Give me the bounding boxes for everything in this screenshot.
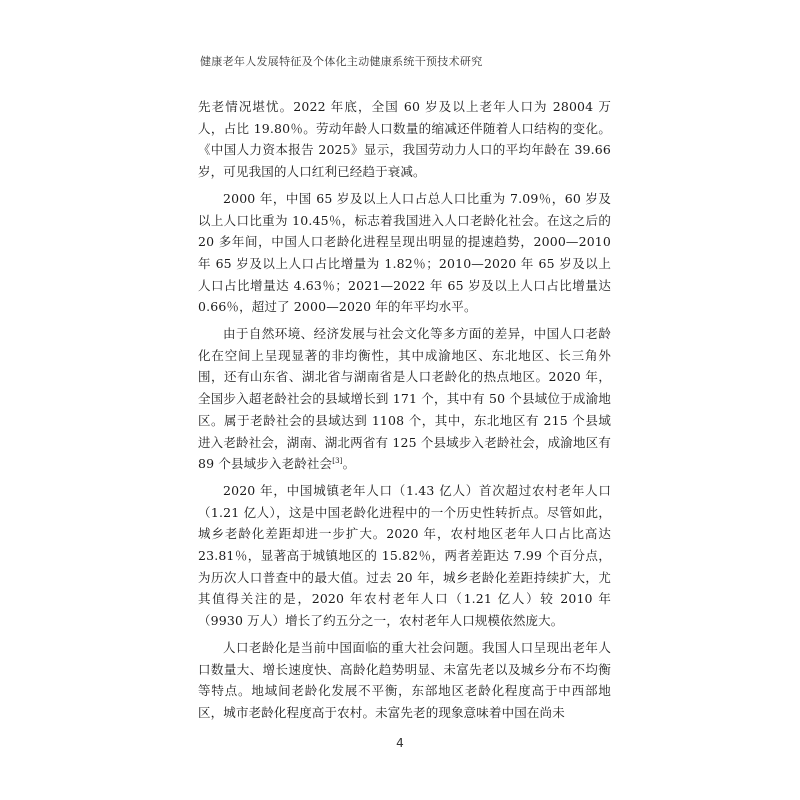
paragraph-3-tail: 。 xyxy=(342,456,356,472)
running-header: 健康老年人发展特征及个体化主动健康系统干预技术研究 xyxy=(200,55,483,68)
citation-ref: [3] xyxy=(332,457,343,466)
body-text xyxy=(198,96,611,724)
paragraph-3 xyxy=(198,323,611,475)
page-number: 4 xyxy=(396,736,404,750)
paragraph-2: 2000 年，中国 65 岁及以上人口占总人口比重为 7.09％，60 岁及以上人口比重为 10.45％，标志着我国进入人口老龄化社会。在这之后的 20 多年间，中国人口老龄化进程呈现出明显的提速趋势，2000—2010 年 65 岁及以上人口占比增量为 1.82％；2010—2020 年 65 岁及以上人口占比增量达 4.63％；2021—2022 年 65 岁及以上人口占比增量达 0.66％，超过了 2000—2020 年的年平均水平。 xyxy=(198,190,611,315)
paragraph-1: 先老情况堪忧。2022 年底，全国 60 岁及以上老年人口为 28004 万人，占比 19.80％。劳动年龄人口数量的缩减还伴随着人口结构的变化。《中国人力资本报告 2025》显示，我国劳动力人口的平均年龄在 39.66 岁，可见我国的人口红利已经趋于衰减。 xyxy=(198,99,611,180)
paragraph-4: 2020 年，中国城镇老年人口（1.43 亿人）首次超过农村老年人口（1.21 亿人），这是中国老龄化进程中的一个历史性转折点。尽管如此，城乡老龄化差距却进一步扩大。2020 年，农村地区老年人口占比高达 23.81％，显著高于城镇地区的 15.82％，两者差距达 7.99 个百分点，为历次人口普查中的最大值。过去 20 年，城乡老龄化差距持续扩大，尤其值得关注的是，2020 年农村老年人口（1.21 亿人）较 2010 年（9930 万人）增长了约五分之一，农村老年人口规模依然庞大。 xyxy=(198,482,611,629)
paragraph-5: 人口老龄化是当前中国面临的重大社会问题。我国人口呈现出老年人口数量大、增长速度快、高龄化趋势明显、未富先老以及城乡分布不均衡等特点。地域间老龄化发展不平衡，东部地区老龄化程度高于中西部地区，城市老龄化程度高于农村。未富先老的现象意味着中国在尚未 xyxy=(198,639,611,720)
paragraph-3-text: 由于自然环境、经济发展与社会文化等多方面的差异，中国人口老龄化在空间上呈现显著的非均衡性，其中成渝地区、东北地区、长三角外围，还有山东省、湖北省与湖南省是人口老龄化的热点地区。2020 年，全国步入超老龄社会的县域增长到 171 个，其中有 50 个县域位于成渝地区。属于老龄社会的县域达到 1108 个，其中，东北地区有 215 个县域进入老龄社会，湖南、湖北两省有 125 个县域步入老龄社会，成渝地区有 89 个县域步入老龄社会 xyxy=(198,326,611,472)
